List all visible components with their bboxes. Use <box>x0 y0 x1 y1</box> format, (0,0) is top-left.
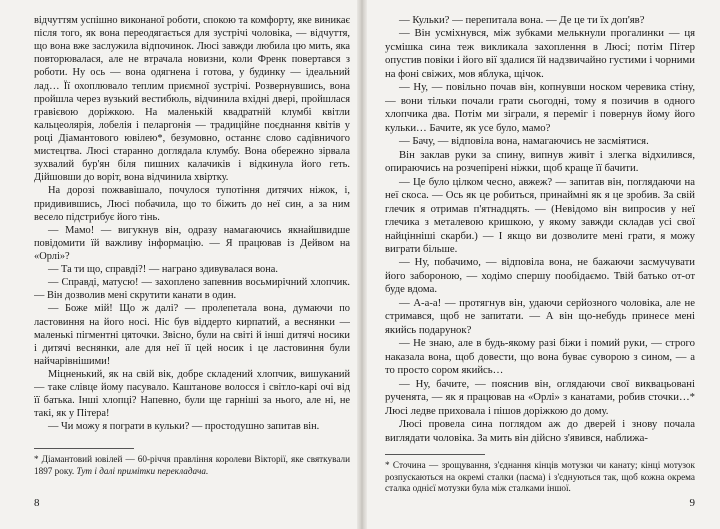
paragraph: На дорозі пожвавішало, почулося тупотіння дитячих ніжок, і, придивившись, Люсі побачила, що то біжить до неї син, а за ним весело підстрибує його тінь. <box>34 185 350 223</box>
paragraph: відчуттям успішно виконаної роботи, спокою та комфорту, яке виникає після того, як вона переодягається для зустрічі чоловіка, — відчуття, що вона вже заслужила відпочинок. Люсі завжди любила цю мить, яка повторювалася, але не втрачала новизни, коли Френк повертався з роботи. Ну ось — вона одягнена і готова, у будинку — ідеальний лад… Її охоплювало теплим приємної зустрічі. Розвернувшись, вона пройшла через вузький вестибюль, відчинила вхідні двері, пройшлася гравієвою доріжкою. На маленькій квадратній клумбі квітли кальцеолярія, лобелія і пеларгонія — традиційне поєднання квітів у році Діамантового ювілею*, безумовно, останнє слово садівничого мистецтва. Люсі старанно доглядала клумбу. Вона обережно зірвала зухвалий бур'ян біля пишних калачиків і відкинула його геть. Дійшовши до воріт, вона відчинила хвіртку. <box>34 15 350 184</box>
paragraph: Він заклав руки за спину, випнув живіт і злегка відхилився, опираючись на розчепірені ніжки, щоб краще її бачити. <box>385 148 695 175</box>
page-number-left: 8 <box>34 497 40 509</box>
paragraph: — Та ти що, справді?! — награно здивувалася вона. <box>48 264 278 276</box>
right-page-body <box>385 14 695 446</box>
paragraph: — Бачу, — відповіла вона, намагаючись не засміятися. <box>399 135 649 148</box>
paragraph: — Це було цілком чесно, авжеж? — запитав він, поглядаючи на неї скоса. — Ось як це робиться, принаймні як я це зробив. За свій глечик я отримав п'ятнадцять. — (Невідомо він випросив у неї глечика з металевою кришкою, у якому завжди складав усі свої найцінніші скарби.) — І якщо ви дозволите мені грати, я можу виграти більше. <box>385 175 695 255</box>
paragraph: — Кульки? — перепитала вона. — Де це ти їх доп'яв? <box>399 14 645 26</box>
footnote-rule <box>34 448 134 449</box>
paragraph: — Ну, — повільно почав він, копнувши носком черевика стіну, — вони тільки почали грати сьогодні, тому я позичив в одного хлопчика два. Потім ми зіграли, я переміг і повернув йому його кульки… Бачите, як усе було, мамо? <box>385 81 695 134</box>
paragraph: — Мамо! — вигукнув він, одразу намагаючись якнайшвидше повідомити їй важливу інформацію. — Я працював із Дейвом на «Орлі»? <box>34 224 350 262</box>
left-page <box>34 14 350 519</box>
paragraph: — Справді, матусю! — захоплено запевнив восьмирічний хлопчик. — Він дозволив мені скрутити канати в один. <box>34 277 350 302</box>
paragraph: — А-а-а! — протягнув він, удаючи серйозного чоловіка, але не стримався, щоб не запитати. — А він що-небудь принесе мені якийсь подарунок? <box>385 296 695 336</box>
right-footnote: * Сточина — зрощування, з'єднання кінців мотузки чи канату; кінці мотузок розпускаються на окремі сталки (пасма) і з'єднуються так, щоб кожна окрема сталка однієї мотузки була між сталками іншої. <box>385 460 695 494</box>
paragraph: — Ну, бачите, — пояснив він, оглядаючи свої виквацьовані рученята, — як я працював на «Орлі» з канатами, робив сточки…* Люсі ледве приховала і пішов доріжкою до дому. <box>385 377 695 417</box>
right-page <box>385 14 695 519</box>
footnote-translator-note: Тут і далі примітки перекладача. <box>76 465 209 476</box>
paragraph: Люсі провела сина поглядом аж до дверей і знову почала виглядати чоловіка. За мить він дійсно з'явився, наближа- <box>385 418 695 444</box>
paragraph: — Чи можу я пограти в кульки? — простодушно запитав він. <box>48 421 320 433</box>
page-number-right: 9 <box>689 497 695 509</box>
paragraph: — Він усміхнувся, між зубками мелькнули прогалинки — ця усмішка сина теж викликала захоплення в Люсі; потім Пітер опустив повіки і його вії здалися їй надзвичайно густими і чорними на фоні свіжих, мов яблука, щічок. <box>385 27 695 80</box>
left-page-body <box>34 14 350 434</box>
paragraph: Міцненький, як на свій вік, добре складений хлопчик, вишуканий — таке слівце йому пасувало. Каштанове волосся і світло-карі очі від її батька. Інші хлопці? Напевно, були ще гарніші за нього, але ні, не такі, як у Пітера! <box>34 368 350 420</box>
left-footnote <box>34 454 350 477</box>
paragraph: — Не знаю, але в будь-якому разі біжи і помий руки, — строго наказала вона, щоб довести, що вона буває суворою з сином, — а то просто сором якийсь… <box>385 337 695 377</box>
paragraph: — Боже мій! Що ж далі? — пролепетала вона, думаючи по ластовиння на його носі. Ніс був віддерто кирпатий, а веснянки — маленькі пігментні цяточки. Звісно, були на світі й інші дитячі носики і дитячі веснянки, але для неї її цей носик і це ластовиння були найчарівнішими! <box>34 303 350 367</box>
footnote-text: * Діамантовий ювілей — 60-річчя правління королеви Вікторії, яке святкували 1897 року. <box>34 454 350 476</box>
book-gutter <box>357 0 367 529</box>
footnote-rule <box>385 454 485 455</box>
paragraph: — Ну, побачимо, — відповіла вона, не бажаючи засмучувати його забороною, — ходімо спершу пообідаємо. Твій батько от-от буде вдома. <box>385 256 695 296</box>
